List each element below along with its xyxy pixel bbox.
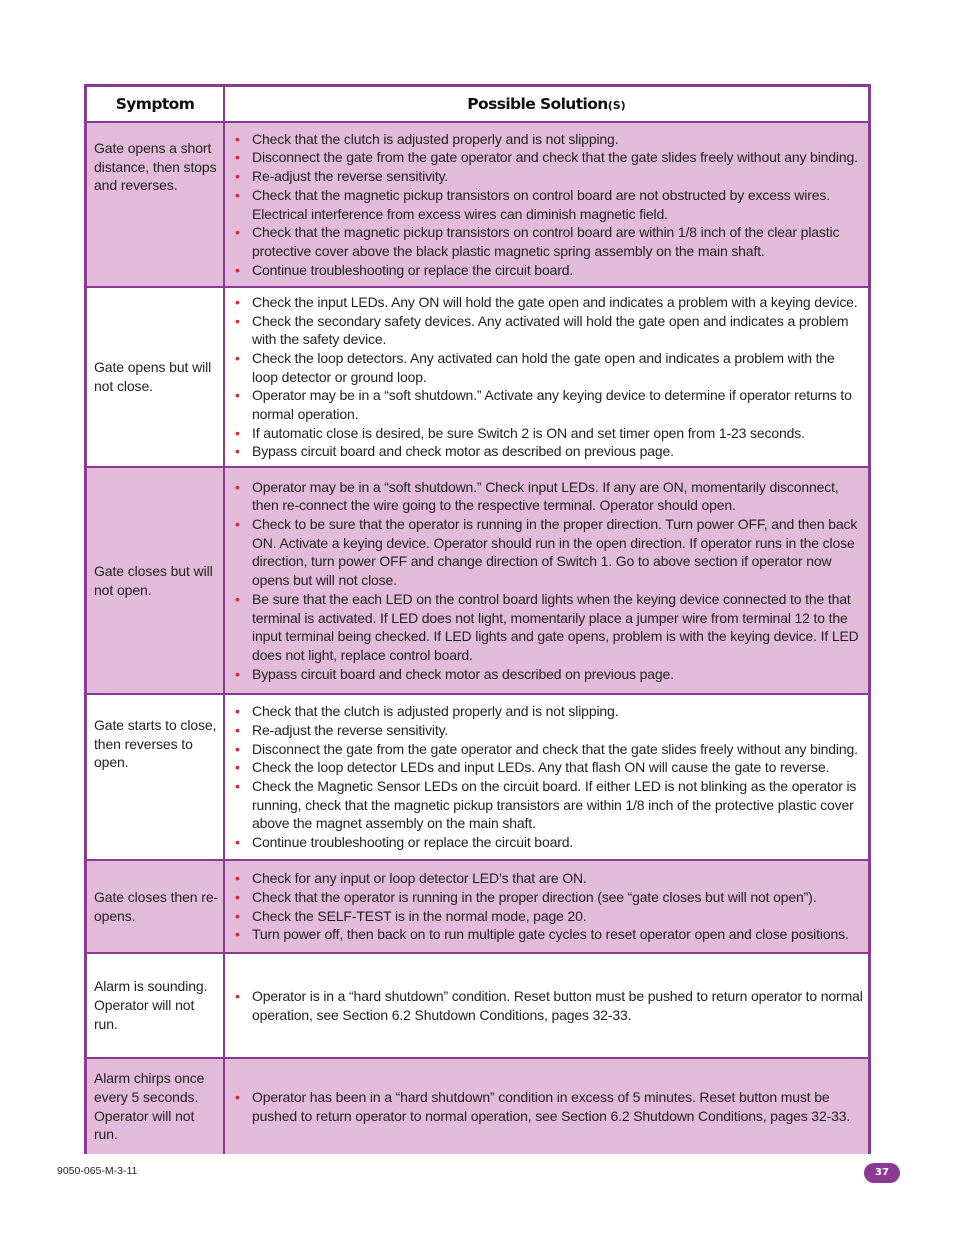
- bullet-icon: •: [235, 186, 240, 203]
- bullet-icon: •: [235, 834, 240, 851]
- solution-list: [235, 987, 864, 1024]
- list-item: • Check that the magnetic pickup transistors on control board are within 1/8 inch of the clear plastic protective cover above the black plastic magnetic spring assembly on the main shaft.: [235, 224, 840, 259]
- page-number-badge: 37: [864, 1163, 900, 1183]
- bullet-icon: •: [235, 130, 240, 147]
- solution-list: [235, 478, 864, 684]
- list-item: • Check to be sure that the operator is running in the proper direction. Turn power OFF, and then back ON. Activate a keying device. Operator should run in the open direction. If operator runs in the close direction, turn power OFF and change direction of Switch 1. Go to above section if operator now opens but will not close.: [235, 516, 858, 589]
- bullet-icon: •: [235, 349, 240, 366]
- table-row: [87, 860, 868, 953]
- bullet-icon: •: [235, 168, 240, 185]
- symptom-cell: Gate closes but will not open.: [87, 467, 224, 694]
- list-item: • Check that the operator is running in the proper direction (see “gate closes but will not open”).: [235, 888, 817, 905]
- list-item: • Check the loop detectors. Any activated can hold the gate open and indicates a problem with the loop detector or ground loop.: [235, 349, 835, 385]
- list-item: • Check that the clutch is adjusted properly and is not slipping.: [235, 703, 619, 720]
- table-row: [87, 287, 868, 467]
- list-item: • Turn power off, then back on to run multiple gate cycles to reset operator open and close positions.: [235, 926, 849, 943]
- table-row: [87, 953, 868, 1058]
- list-item: • Disconnect the gate from the gate operator and check that the gate slides freely without any binding.: [235, 740, 858, 757]
- table-header-row: [87, 87, 868, 122]
- solution-list: [235, 1088, 864, 1125]
- solution-cell: [224, 953, 868, 1058]
- solution-list: [235, 869, 864, 944]
- solution-cell: [224, 467, 868, 694]
- table-row: [87, 122, 868, 287]
- table-row: [87, 694, 868, 860]
- symptom-cell: Alarm is sounding. Operator will not run.: [87, 953, 224, 1058]
- list-item: • Operator may be in a “soft shutdown.” Check input LEDs. If any are ON, momentarily disconnect, then re-connect the wire going to the respective terminal. Operator should open.: [235, 478, 839, 514]
- bullet-icon: •: [235, 778, 240, 794]
- solution-cell: [224, 1058, 868, 1154]
- list-item: • Operator is in a “hard shutdown” condition. Reset button must be pushed to return operator to normal operation, see Section 6.2 Shutdown Conditions, pages 32-33.: [235, 987, 863, 1023]
- solution-list: [235, 293, 864, 461]
- list-item: • Bypass circuit board and check motor as described on previous page.: [235, 443, 674, 460]
- bullet-icon: •: [235, 293, 240, 310]
- table-row: [87, 467, 868, 694]
- list-item: • Check the loop detector LEDs and input LEDs. Any that flash ON will cause the gate to reverse.: [235, 759, 830, 776]
- bullet-icon: •: [235, 443, 240, 460]
- bullet-icon: •: [235, 740, 240, 757]
- list-item: • Operator has been in a “hard shutdown” condition in excess of 5 minutes. Reset button must be pushed to return operator to normal operation, see Section 6.2 Shutdown Conditions, pages 32-33.: [235, 1088, 851, 1124]
- troubleshooting-table: [87, 87, 868, 1154]
- list-item: • Check the input LEDs. Any ON will hold the gate open and indicates a problem with a keying device.: [235, 293, 858, 310]
- bullet-icon: •: [235, 907, 240, 924]
- list-item: • Continue troubleshooting or replace the circuit board.: [235, 834, 574, 851]
- list-item: • Check the SELF-TEST is in the normal mode, page 20.: [235, 907, 587, 924]
- solution-list: [235, 702, 864, 852]
- table-row: [87, 1058, 868, 1154]
- symptom-cell: Gate starts to close, then reverses to open.: [87, 694, 224, 860]
- bullet-icon: •: [235, 721, 240, 738]
- list-item: • Disconnect the gate from the gate operator and check that the gate slides freely without any binding.: [235, 149, 858, 166]
- list-item: • Check that the magnetic pickup transistors on control board are not obstructed by excess wires. Electrical interference from excess wires can diminish magnetic field.: [235, 186, 830, 222]
- list-item: • Check the Magnetic Sensor LEDs on the circuit board. If either LED is not blinking as the operator is running, check that the magnetic pickup transistors are within 1/8 inch of the protective plastic cover above the magnet assembly on the main shaft.: [235, 778, 857, 832]
- solution-cell: [224, 694, 868, 860]
- solution-cell: [224, 287, 868, 467]
- bullet-icon: •: [235, 987, 240, 1004]
- bullet-icon: •: [235, 224, 240, 241]
- bullet-icon: •: [235, 312, 240, 329]
- symptom-cell: Gate closes then re-opens.: [87, 860, 224, 953]
- solution-cell: [224, 122, 868, 287]
- bullet-icon: •: [235, 261, 240, 278]
- list-item: • If automatic close is desired, be sure Switch 2 is ON and set timer open from 1-23 seconds.: [235, 424, 805, 441]
- list-item: • Check for any input or loop detector LED’s that are ON.: [235, 870, 587, 887]
- list-item: • Check that the clutch is adjusted properly and is not slipping.: [235, 130, 619, 147]
- bullet-icon: •: [235, 590, 240, 607]
- header-possible-solutions: Possible Solution(S): [224, 87, 868, 122]
- list-item: • Re-adjust the reverse sensitivity.: [235, 168, 449, 185]
- list-item: • Check the secondary safety devices. Any activated will hold the gate open and indicates a problem with the safety device.: [235, 312, 849, 348]
- solution-list: [235, 130, 864, 280]
- list-item: • Operator may be in a “soft shutdown.” Activate any keying device to determine if operator returns to normal operation.: [235, 387, 852, 423]
- bullet-icon: •: [235, 870, 240, 887]
- list-item: • Bypass circuit board and check motor as described on previous page.: [235, 665, 674, 682]
- bullet-icon: •: [235, 424, 240, 441]
- bullet-icon: •: [235, 387, 240, 404]
- bullet-icon: •: [235, 149, 240, 166]
- list-item: • Re-adjust the reverse sensitivity.: [235, 721, 449, 738]
- symptom-cell: Gate opens a short distance, then stops and reverses.: [87, 122, 224, 287]
- troubleshooting-table-frame: [84, 84, 871, 1154]
- symptom-cell: Gate opens but will not close.: [87, 287, 224, 467]
- bullet-icon: •: [235, 759, 240, 776]
- document-code: 9050-065-M-3-11: [57, 1165, 138, 1177]
- bullet-icon: •: [235, 888, 240, 905]
- list-item: • Continue troubleshooting or replace the circuit board.: [235, 261, 574, 278]
- bullet-icon: •: [235, 1088, 240, 1105]
- symptom-cell: Alarm chirps once every 5 seconds. Operator will not run.: [87, 1058, 224, 1154]
- bullet-icon: •: [235, 516, 240, 533]
- bullet-icon: •: [235, 703, 240, 720]
- bullet-icon: •: [235, 665, 240, 682]
- list-item: • Be sure that the each LED on the control board lights when the keying device connected to the that terminal is activated. If LED does not light, momentarily place a jumper wire from terminal 12 to the input terminal being checked. If LED lights and gate opens, problem is with the keying device. If LED does not light, replace control board.: [235, 590, 859, 663]
- bullet-icon: •: [235, 926, 240, 943]
- header-symptom: Symptom: [87, 87, 224, 122]
- solution-cell: [224, 860, 868, 953]
- bullet-icon: •: [235, 478, 240, 495]
